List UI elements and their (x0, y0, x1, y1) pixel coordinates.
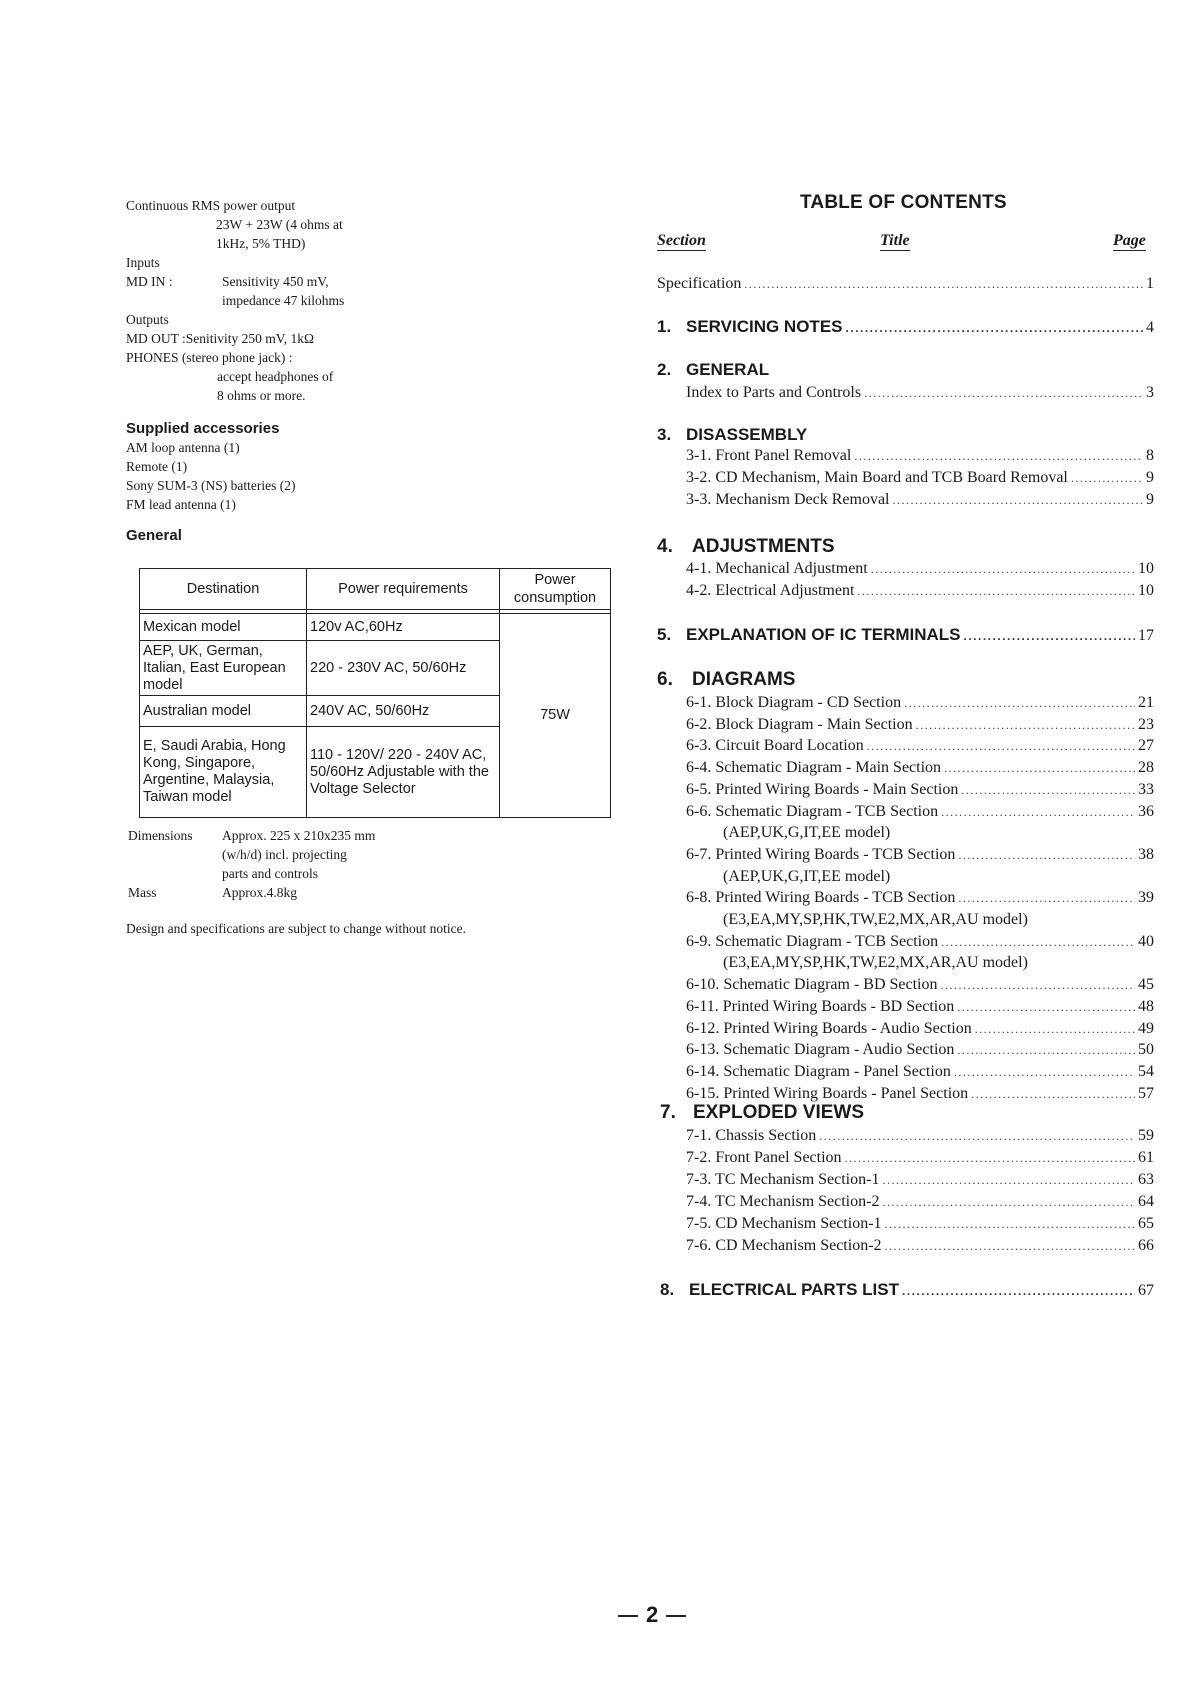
toc-entry-title: 6-3. Circuit Board Location (686, 737, 864, 755)
toc-section-3: 3. DISASSEMBLY (657, 425, 808, 444)
table-row (140, 614, 611, 641)
toc-entry-page: 54 (1138, 1062, 1154, 1080)
toc-entry[interactable]: 7-2. Front Panel Section ..... 61 (686, 1149, 1154, 1167)
toc-entry-title: 6-4. Schematic Diagram - Main Section (686, 759, 942, 777)
toc-entry-title: 6-6. Schematic Diagram - TCB Section (686, 802, 939, 820)
toc-entry-title: 6-7. Printed Wiring Boards - TCB Section (686, 845, 956, 863)
toc-entry-title: Specification (657, 275, 742, 292)
toc-entry-page: 50 (1138, 1041, 1154, 1059)
toc-entry-specification[interactable] (657, 275, 1154, 293)
toc-entry-page: 45 (1138, 976, 1154, 994)
toc-entry[interactable]: 7-1. Chassis Section ..... 59 (686, 1127, 1154, 1145)
toc-entry-title: 6-10. Schematic Diagram - BD Section (686, 976, 938, 994)
toc-section-8[interactable]: 8. ELECTRICAL PARTS LIST ..... 67 (660, 1280, 1154, 1300)
toc-entry-page: 36 (1138, 802, 1154, 820)
general-heading: General (126, 527, 182, 544)
toc-entry-page: 40 (1138, 932, 1154, 950)
power-cell: 240V AC, 50/60Hz (307, 696, 500, 727)
destination-cell: Australian model (140, 696, 307, 727)
toc-col-page: Page (1113, 232, 1146, 249)
toc-entry[interactable] (686, 998, 1154, 1016)
toc-entry-note: (E3,EA,MY,SP,HK,TW,E2,MX,AR,AU model) (723, 954, 1028, 972)
toc-entry[interactable]: 3-3. Mechanism Deck Removal ..... 9 (686, 491, 1154, 509)
power-cell: 220 - 230V AC, 50/60Hz (307, 641, 500, 696)
dimensions-block (126, 826, 646, 938)
toc-entry-title: 6-1. Block Diagram - CD Section (686, 694, 902, 711)
md-out-value: MD OUT :Senitivity 250 mV, 1kΩ (126, 331, 315, 346)
destination-cell: AEP, UK, German, Italian, East European model (140, 641, 307, 696)
phones-label: PHONES (stereo phone jack) : (126, 350, 293, 365)
toc-entry[interactable]: 7-4. TC Mechanism Section-2 ..... 64 (686, 1193, 1154, 1211)
specifications-column (126, 196, 646, 545)
toc-entry[interactable] (686, 976, 1154, 994)
toc-entry-title: 6-13. Schematic Diagram - Audio Section (686, 1041, 955, 1059)
dash-left (618, 1615, 638, 1617)
dimensions-value-3: parts and controls (222, 866, 318, 881)
toc-entry[interactable] (686, 759, 1154, 777)
toc-entry-title: 6-14. Schematic Diagram - Panel Section (686, 1062, 951, 1080)
phones-value-2: 8 ohms or more. (217, 388, 306, 403)
power-cell: 110 - 120V/ 220 - 240V AC, 50/60Hz Adjustable with the Voltage Selector (307, 727, 500, 818)
md-in-label: MD IN : (126, 274, 173, 289)
header-power-consumption: Power consumption (500, 569, 611, 610)
accessory-item: AM loop antenna (1) (126, 440, 240, 455)
dash-right (666, 1615, 686, 1617)
header-power-requirements: Power requirements (307, 569, 500, 610)
toc-entry[interactable]: 4-1. Mechanical Adjustment ..... 10 (686, 560, 1154, 578)
toc-section-2: 2. GENERAL (657, 360, 770, 379)
toc-entry[interactable] (686, 716, 1154, 734)
dimensions-value-2: (w/h/d) incl. projecting (222, 847, 347, 862)
toc-section-1[interactable]: 1. SERVICING NOTES ..... 4 (657, 317, 1154, 337)
toc-col-section: Section (657, 232, 706, 249)
notice-text: Design and specifications are subject to change without notice. (126, 921, 467, 936)
toc-section-6: 6. DIAGRAMS (657, 669, 796, 690)
toc-entry[interactable]: 4-2. Electrical Adjustment ..... 10 (686, 582, 1154, 600)
toc-entry-page: 33 (1138, 780, 1154, 798)
toc-entry[interactable] (686, 933, 1154, 951)
phones-value-1: accept headphones of (217, 369, 334, 384)
toc-entry[interactable]: 7-6. CD Mechanism Section-2 ..... 66 (686, 1237, 1154, 1255)
toc-title: TABLE OF CONTENTS (800, 192, 1007, 213)
consumption-cell: 75W (500, 614, 611, 818)
power-output-value-1: 23W + 23W (4 ohms at (216, 217, 343, 232)
mass-label: Mass (128, 885, 157, 900)
accessory-item: FM lead antenna (1) (126, 497, 236, 512)
destination-cell: Mexican model (140, 614, 307, 641)
accessories-heading: Supplied accessories (126, 420, 280, 437)
toc-entry-page: 27 (1138, 737, 1154, 755)
toc-entry-title: 6-5. Printed Wiring Boards - Main Section (686, 780, 959, 798)
dimensions-label: Dimensions (128, 828, 193, 843)
toc-entry-page: 57 (1138, 1084, 1154, 1102)
toc-entry[interactable] (686, 737, 1154, 755)
toc-entry-title: 6-9. Schematic Diagram - TCB Section (686, 932, 939, 950)
toc-entry[interactable] (686, 1041, 1154, 1059)
toc-entry-page: 28 (1138, 759, 1154, 777)
page-number: 2 (610, 1602, 694, 1628)
toc-entry[interactable]: Index to Parts and Controls ..... 3 (686, 384, 1154, 402)
toc-entry[interactable] (686, 889, 1154, 907)
toc-entry-page: 49 (1138, 1019, 1154, 1037)
toc-entry-title: 6-11. Printed Wiring Boards - BD Section (686, 997, 955, 1015)
toc-entry[interactable]: 3-2. CD Mechanism, Main Board and TCB Board Removal ..... 9 (686, 469, 1154, 487)
toc-entry[interactable]: 7-5. CD Mechanism Section-1 ..... 65 (686, 1215, 1154, 1233)
header-destination: Destination (140, 569, 307, 610)
toc-entry[interactable] (686, 1063, 1154, 1081)
toc-entry[interactable]: 7-3. TC Mechanism Section-1 ..... 63 (686, 1171, 1154, 1189)
toc-entry-page: 39 (1138, 889, 1154, 907)
toc-entry-page: 1 (1146, 275, 1154, 292)
toc-entry-note: (E3,EA,MY,SP,HK,TW,E2,MX,AR,AU model) (723, 911, 1028, 928)
md-in-value-2: impedance 47 kilohms (222, 293, 345, 308)
power-output-label: Continuous RMS power output (126, 198, 296, 213)
toc-entry[interactable] (686, 846, 1154, 864)
toc-section-5[interactable]: 5. EXPLANATION OF IC TERMINALS ..... 17 (657, 625, 1154, 645)
power-requirements-table (139, 568, 611, 818)
toc-entry[interactable]: 3-1. Front Panel Removal ..... 8 (686, 447, 1154, 465)
dimensions-value-1: Approx. 225 x 210x235 mm (222, 828, 376, 843)
toc-entry-note: (AEP,UK,G,IT,EE model) (723, 824, 891, 842)
toc-section-7: 7. EXPLODED VIEWS (660, 1102, 865, 1123)
toc-entry[interactable] (686, 694, 1154, 712)
destination-cell: E, Saudi Arabia, Hong Kong, Singapore, Argentine, Malaysia, Taiwan model (140, 727, 307, 818)
inputs-label: Inputs (126, 255, 160, 270)
table-header-row (140, 569, 611, 610)
toc-entry-page: 48 (1138, 997, 1154, 1015)
toc-section-4: 4. ADJUSTMENTS (657, 536, 835, 557)
toc-entry-note: (AEP,UK,G,IT,EE model) (723, 867, 891, 885)
toc-entry-title: 6-2. Block Diagram - Main Section (686, 715, 913, 733)
toc-entry[interactable] (686, 803, 1154, 821)
toc-col-title: Title (880, 232, 910, 249)
toc-entry-page: 38 (1138, 845, 1154, 863)
toc-entry[interactable] (686, 1085, 1154, 1103)
toc-entry-title: 6-15. Printed Wiring Boards - Panel Section (686, 1084, 969, 1102)
md-in-value-1: Sensitivity 450 mV, (222, 274, 329, 289)
toc-entry-page: 21 (1138, 694, 1154, 711)
toc-entry-page: 23 (1138, 715, 1154, 733)
mass-value: Approx.4.8kg (222, 885, 297, 900)
outputs-label: Outputs (126, 312, 169, 327)
power-output-value-2: 1kHz, 5% THD) (216, 236, 306, 251)
toc-entry[interactable] (686, 1020, 1154, 1038)
accessory-item: Sony SUM-3 (NS) batteries (2) (126, 478, 296, 493)
toc-entry-title: 6-8. Printed Wiring Boards - TCB Section (686, 889, 956, 907)
power-cell: 120v AC,60Hz (307, 614, 500, 641)
toc-entry-title: 6-12. Printed Wiring Boards - Audio Section (686, 1019, 972, 1037)
toc-entry[interactable] (686, 781, 1154, 799)
accessory-item: Remote (1) (126, 459, 188, 474)
